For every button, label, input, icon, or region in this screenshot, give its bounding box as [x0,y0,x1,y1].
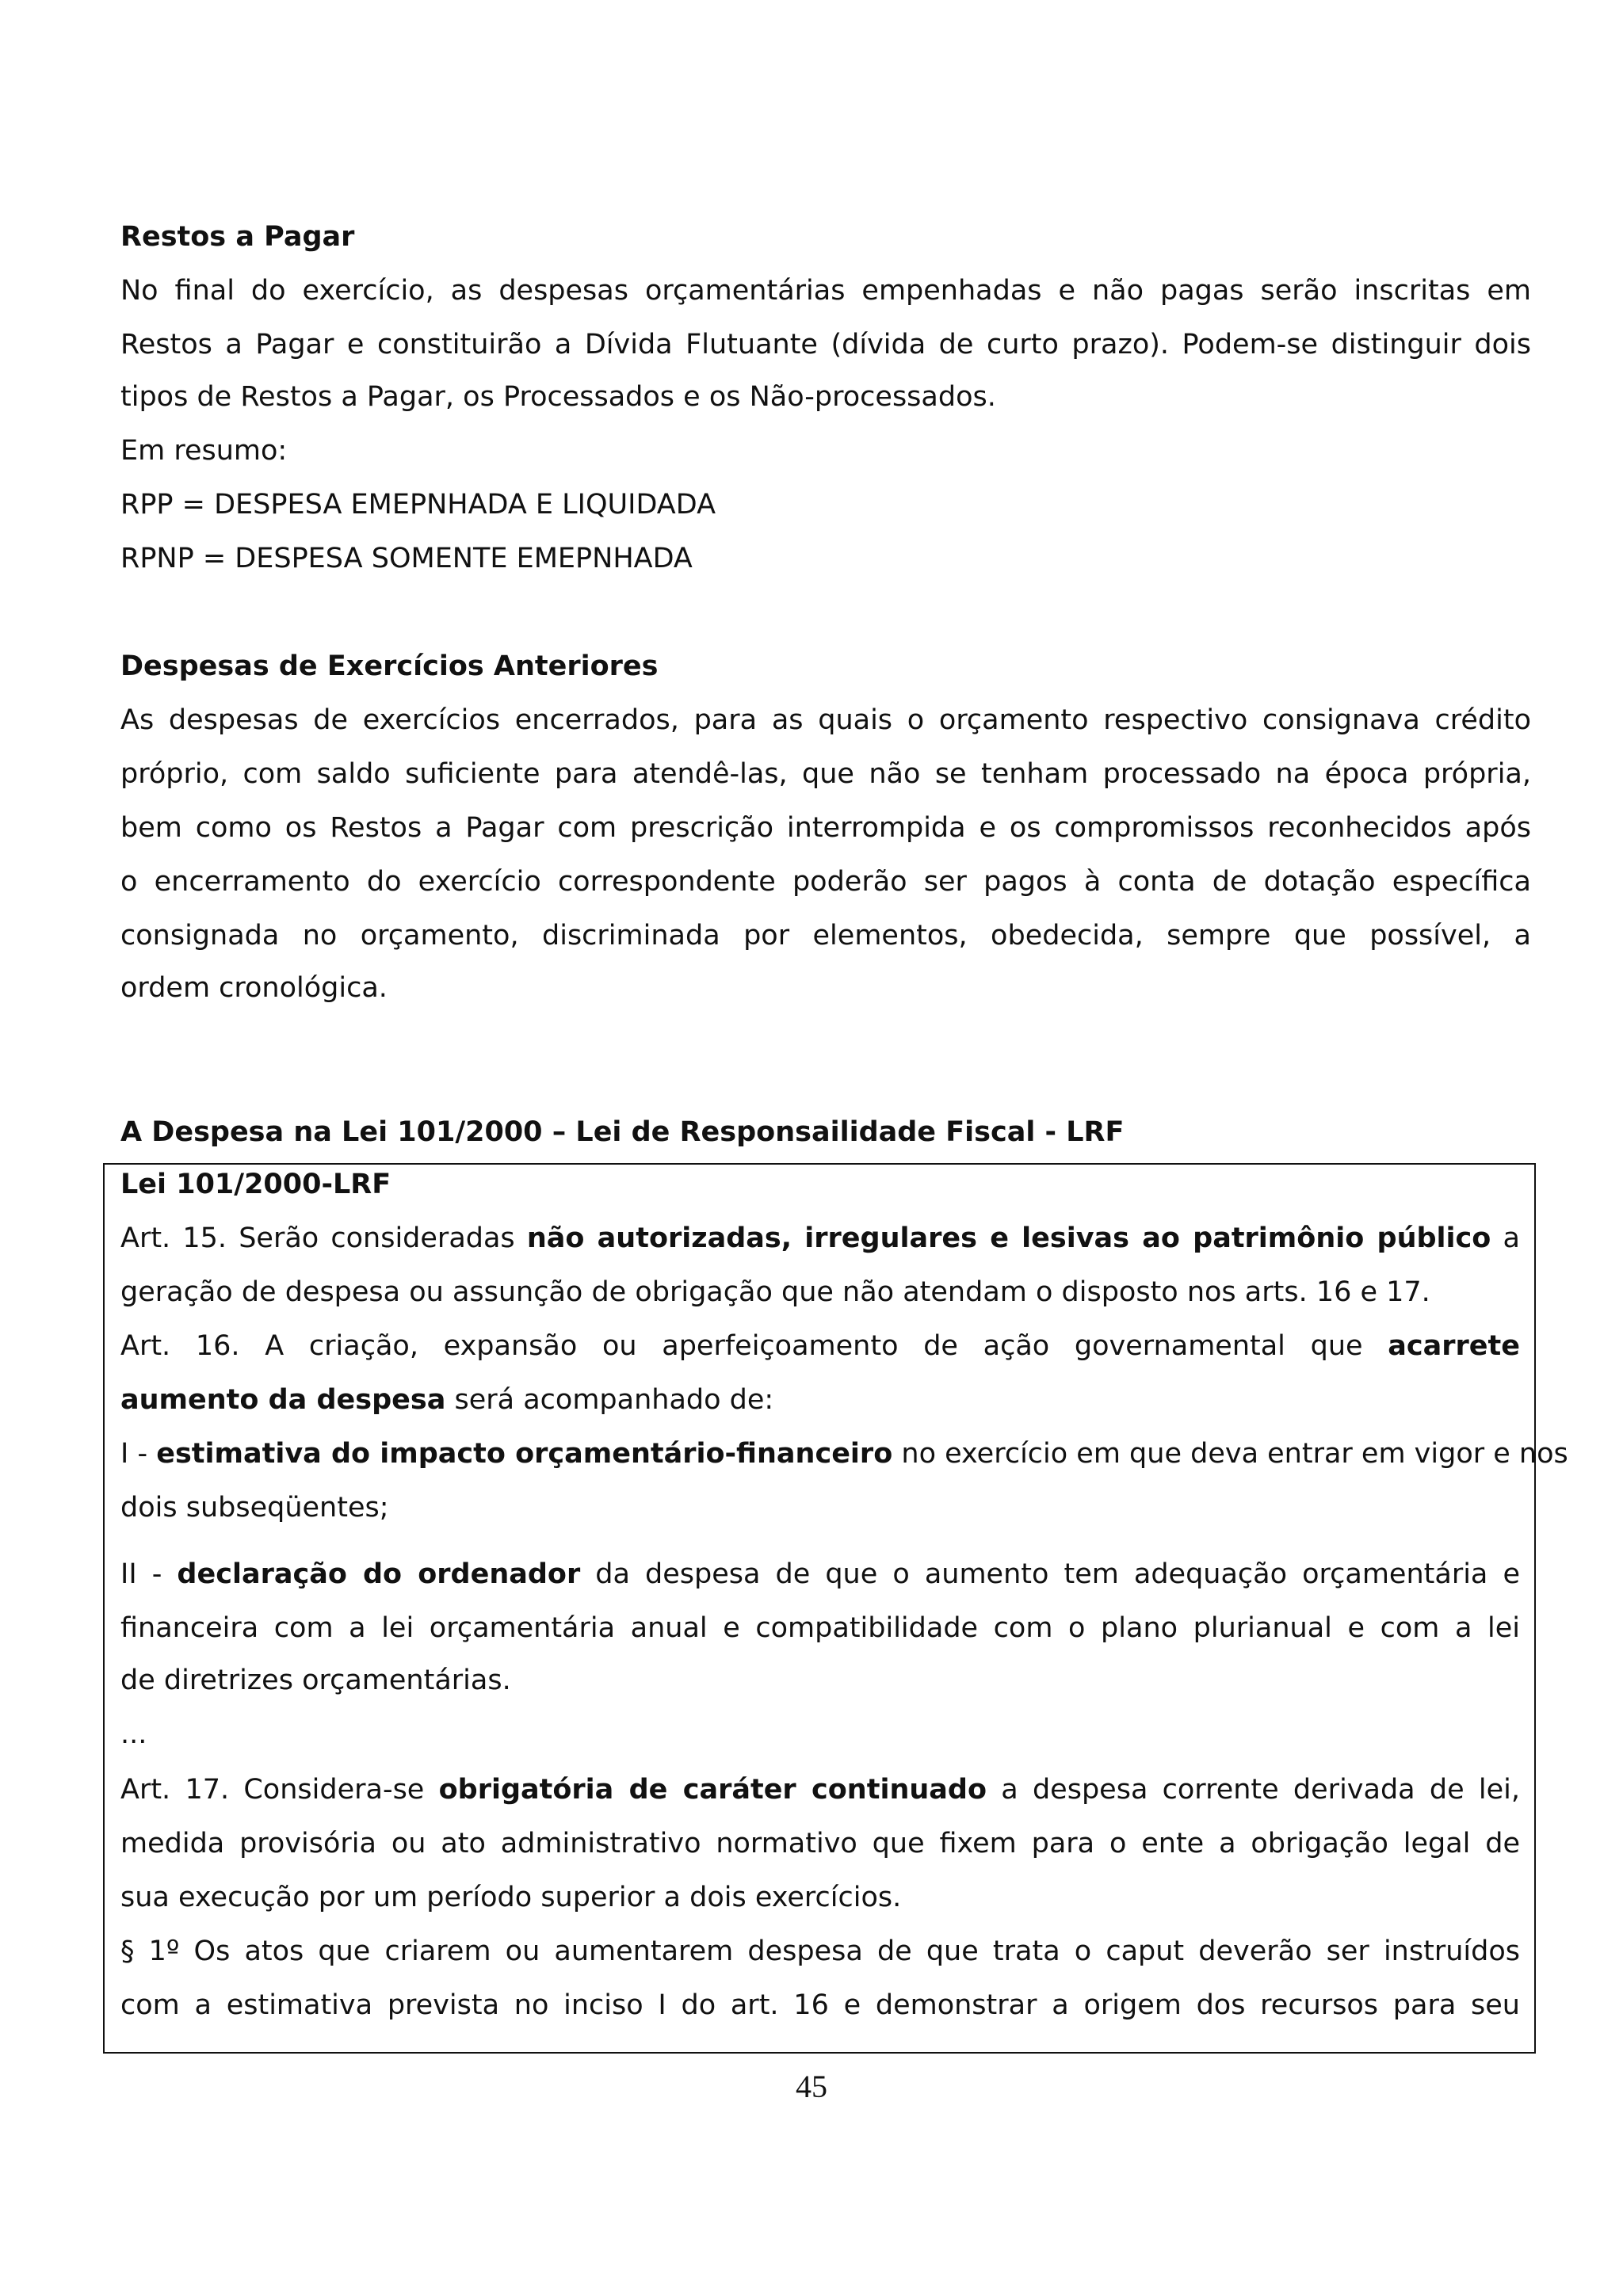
law-ellipsis: ... [120,1718,147,1750]
law-article-15-line: geração de despesa ou assunção de obrigação que não atendam o disposto nos arts. 16 e 17. [120,1276,1430,1308]
paragraph-line: Em resumo: [120,435,288,467]
law-inciso-2-line: de diretrizes orçamentárias. [120,1665,511,1696]
law-article-17-line: Art. 17. Considera-se obrigatória de caráter continuado a despesa corrente derivada de lei, [120,1774,1520,1806]
paragraph-line: No final do exercício, as despesas orçamentárias empenhadas e não pagas serão inscritas em [120,275,1531,307]
law-article-16-line: Art. 16. A criação, expansão ou aperfeiçoamento de ação governamental que acarrete [120,1330,1520,1362]
paragraph-line: o encerramento do exercício correspondente poderão ser pagos à conta de dotação específica [120,866,1531,898]
law-article-17-line: medida provisória ou ato administrativo normativo que fixem para o ente a obrigação legal de [120,1828,1520,1859]
section-title-restos-a-pagar: Restos a Pagar [120,221,355,253]
formula-line-rpp: RPP = DESPESA EMEPNHADA E LIQUIDADA [120,489,716,521]
paragraph-line: tipos de Restos a Pagar, os Processados e os Não-processados. [120,381,996,413]
section-title-lrf: A Despesa na Lei 101/2000 – Lei de Responsailidade Fiscal - LRF [120,1116,1125,1148]
law-inciso-2-line: II - declaração do ordenador da despesa de que o aumento tem adequação orçamentária e [120,1558,1520,1590]
law-paragraph-1-line: com a estimativa prevista no inciso I do art. 16 e demonstrar a origem dos recursos para seu [120,1989,1520,2021]
page-number: 45 [796,2069,827,2104]
law-inciso-1-line: I - estimativa do impacto orçamentário-financeiro no exercício em que deva entrar em vigor e nos [120,1438,1568,1470]
law-box-title: Lei 101/2000-LRF [120,1169,391,1200]
paragraph-line: ordem cronológica. [120,972,388,1004]
paragraph-line: bem como os Restos a Pagar com prescrição interrompida e os compromissos reconhecidos após [120,812,1531,844]
law-article-15-line: Art. 15. Serão consideradas não autorizadas, irregulares e lesivas ao patrimônio público a [120,1222,1520,1254]
law-article-16-line: aumento da despesa será acompanhado de: [120,1384,774,1416]
law-inciso-1-line: dois subseqüentes; [120,1492,389,1524]
formula-line-rpnp: RPNP = DESPESA SOMENTE EMEPNHADA [120,543,693,574]
paragraph-line: consignada no orçamento, discriminada por elementos, obedecida, sempre que possível, a [120,920,1531,952]
paragraph-line: próprio, com saldo suficiente para atendê-las, que não se tenham processado na época própria, [120,758,1531,790]
paragraph-line: As despesas de exercícios encerrados, para as quais o orçamento respectivo consignava crédito [120,704,1531,736]
paragraph-line: Restos a Pagar e constituirão a Dívida Flutuante (dívida de curto prazo). Podem-se distinguir dois [120,329,1531,360]
law-article-17-line: sua execução por um período superior a dois exercícios. [120,1882,902,1913]
law-inciso-2-line: financeira com a lei orçamentária anual e compatibilidade com o plano plurianual e com a lei [120,1612,1520,1644]
law-paragraph-1-line: § 1º Os atos que criarem ou aumentarem despesa de que trata o caput deverão ser instruídos [120,1936,1520,1967]
section-title-despesas-anteriores: Despesas de Exercícios Anteriores [120,650,659,682]
